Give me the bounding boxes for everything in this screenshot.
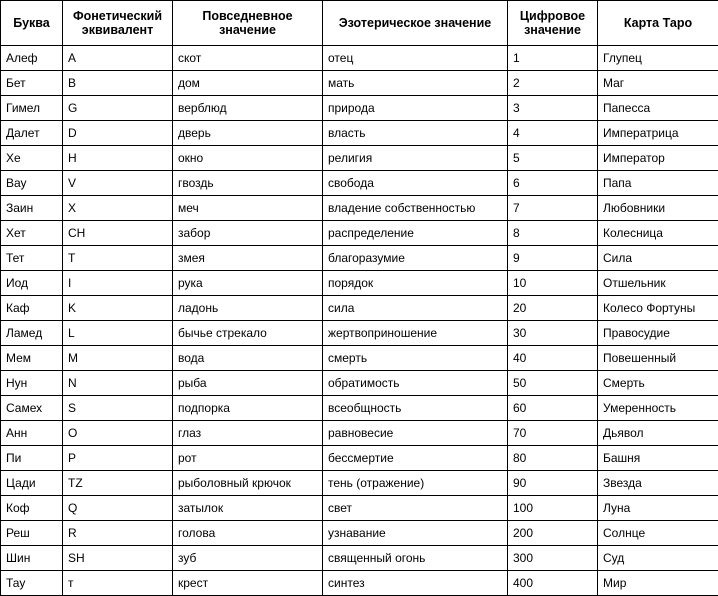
table-cell: Мем: [1, 346, 63, 371]
table-row: [1, 471, 718, 496]
table-cell: Алеф: [1, 46, 63, 71]
table-cell: 6: [508, 171, 598, 196]
table-cell: распределение: [323, 221, 508, 246]
table-cell: Глупец: [598, 46, 718, 71]
table-cell: Каф: [1, 296, 63, 321]
table-cell: затылок: [173, 496, 323, 521]
table-cell: порядок: [323, 271, 508, 296]
table-cell: бессмертие: [323, 446, 508, 471]
table-cell: H: [63, 146, 173, 171]
table-row: [1, 296, 718, 321]
column-header: Повседневное значение: [173, 1, 323, 46]
column-header: Эзотерическое значение: [323, 1, 508, 46]
table-cell: смерть: [323, 346, 508, 371]
table-cell: благоразумие: [323, 246, 508, 271]
table-cell: Гимел: [1, 96, 63, 121]
table-cell: Папа: [598, 171, 718, 196]
table-cell: 9: [508, 246, 598, 271]
table-cell: ладонь: [173, 296, 323, 321]
table-cell: меч: [173, 196, 323, 221]
table-cell: свобода: [323, 171, 508, 196]
table-cell: Любовники: [598, 196, 718, 221]
table-header-row: [1, 1, 718, 46]
table-cell: L: [63, 321, 173, 346]
table-cell: Нун: [1, 371, 63, 396]
table-cell: обратимость: [323, 371, 508, 396]
table-cell: рыболовный крючок: [173, 471, 323, 496]
table-cell: 200: [508, 521, 598, 546]
table-cell: Колесница: [598, 221, 718, 246]
table-cell: 400: [508, 571, 598, 596]
table-cell: T: [63, 246, 173, 271]
table-cell: Ламед: [1, 321, 63, 346]
table-cell: жертвоприношение: [323, 321, 508, 346]
table-cell: Тет: [1, 246, 63, 271]
table-header: [1, 1, 718, 46]
table-row: [1, 246, 718, 271]
table-cell: I: [63, 271, 173, 296]
table-cell: Далет: [1, 121, 63, 146]
table-cell: змея: [173, 246, 323, 271]
table-row: [1, 546, 718, 571]
table-cell: Звезда: [598, 471, 718, 496]
table-cell: дом: [173, 71, 323, 96]
table-cell: вода: [173, 346, 323, 371]
table-cell: 5: [508, 146, 598, 171]
column-header: Фонетический эквивалент: [63, 1, 173, 46]
table-row: [1, 371, 718, 396]
table-cell: Солнце: [598, 521, 718, 546]
table-cell: S: [63, 396, 173, 421]
table-cell: Маг: [598, 71, 718, 96]
table-row: [1, 121, 718, 146]
table-cell: 3: [508, 96, 598, 121]
table-row: [1, 321, 718, 346]
column-header: Цифровое значение: [508, 1, 598, 46]
table-cell: R: [63, 521, 173, 546]
table-row: [1, 446, 718, 471]
table-row: [1, 421, 718, 446]
table-row: [1, 171, 718, 196]
table-cell: Колесо Фортуны: [598, 296, 718, 321]
table-row: [1, 396, 718, 421]
table-cell: равновесие: [323, 421, 508, 446]
table-cell: G: [63, 96, 173, 121]
table-cell: P: [63, 446, 173, 471]
table-cell: K: [63, 296, 173, 321]
table-cell: тень (отражение): [323, 471, 508, 496]
table-row: [1, 346, 718, 371]
table-cell: 100: [508, 496, 598, 521]
table-cell: Самех: [1, 396, 63, 421]
table-cell: Император: [598, 146, 718, 171]
table-cell: Q: [63, 496, 173, 521]
table-cell: Коф: [1, 496, 63, 521]
table-cell: Отшельник: [598, 271, 718, 296]
table-cell: крест: [173, 571, 323, 596]
column-header: Карта Таро: [598, 1, 718, 46]
table-cell: верблюд: [173, 96, 323, 121]
table-row: [1, 96, 718, 121]
table-cell: Хе: [1, 146, 63, 171]
table-cell: CH: [63, 221, 173, 246]
table-cell: рыба: [173, 371, 323, 396]
table-cell: 30: [508, 321, 598, 346]
table-cell: B: [63, 71, 173, 96]
table-cell: V: [63, 171, 173, 196]
table-cell: скот: [173, 46, 323, 71]
table-cell: 70: [508, 421, 598, 446]
table-cell: синтез: [323, 571, 508, 596]
table-cell: Сила: [598, 246, 718, 271]
table-row: [1, 271, 718, 296]
table-cell: N: [63, 371, 173, 396]
table-cell: дверь: [173, 121, 323, 146]
table-cell: O: [63, 421, 173, 446]
table-cell: Мир: [598, 571, 718, 596]
table-row: [1, 46, 718, 71]
table-cell: Реш: [1, 521, 63, 546]
table-cell: Луна: [598, 496, 718, 521]
table-cell: 50: [508, 371, 598, 396]
table-cell: т: [63, 571, 173, 596]
table-cell: подпорка: [173, 396, 323, 421]
table-cell: власть: [323, 121, 508, 146]
table-cell: 80: [508, 446, 598, 471]
table-cell: Умеренность: [598, 396, 718, 421]
table-row: [1, 496, 718, 521]
table-cell: Хет: [1, 221, 63, 246]
table-cell: Императрица: [598, 121, 718, 146]
table-cell: зуб: [173, 546, 323, 571]
table-row: [1, 221, 718, 246]
table-cell: забор: [173, 221, 323, 246]
table-cell: Иод: [1, 271, 63, 296]
table-cell: отец: [323, 46, 508, 71]
table-cell: 10: [508, 271, 598, 296]
table-cell: всеобщность: [323, 396, 508, 421]
table-cell: Шин: [1, 546, 63, 571]
table-cell: Заин: [1, 196, 63, 221]
table-cell: Пи: [1, 446, 63, 471]
table-cell: сила: [323, 296, 508, 321]
column-header: Буква: [1, 1, 63, 46]
table-cell: Смерть: [598, 371, 718, 396]
table-cell: M: [63, 346, 173, 371]
table-cell: Повешенный: [598, 346, 718, 371]
table-cell: Дьявол: [598, 421, 718, 446]
table-cell: узнавание: [323, 521, 508, 546]
table-cell: 1: [508, 46, 598, 71]
table-cell: Тау: [1, 571, 63, 596]
table-cell: 60: [508, 396, 598, 421]
table-row: [1, 71, 718, 96]
table-cell: X: [63, 196, 173, 221]
table-cell: TZ: [63, 471, 173, 496]
table-cell: 8: [508, 221, 598, 246]
table-cell: D: [63, 121, 173, 146]
table-cell: бычье стрекало: [173, 321, 323, 346]
table-cell: 2: [508, 71, 598, 96]
table-cell: A: [63, 46, 173, 71]
table-cell: 40: [508, 346, 598, 371]
table-row: [1, 196, 718, 221]
table-cell: глаз: [173, 421, 323, 446]
table-row: [1, 146, 718, 171]
table-cell: Анн: [1, 421, 63, 446]
table-cell: Папесса: [598, 96, 718, 121]
table-cell: 7: [508, 196, 598, 221]
table-cell: свет: [323, 496, 508, 521]
table-body: [1, 46, 718, 596]
table-cell: Бет: [1, 71, 63, 96]
table-row: [1, 571, 718, 596]
table-cell: священный огонь: [323, 546, 508, 571]
table-cell: рука: [173, 271, 323, 296]
table-cell: 90: [508, 471, 598, 496]
table-cell: природа: [323, 96, 508, 121]
table-cell: голова: [173, 521, 323, 546]
table-cell: Суд: [598, 546, 718, 571]
table-cell: Башня: [598, 446, 718, 471]
table-cell: гвоздь: [173, 171, 323, 196]
table-row: [1, 521, 718, 546]
table-cell: религия: [323, 146, 508, 171]
table-cell: Вау: [1, 171, 63, 196]
table-cell: 4: [508, 121, 598, 146]
table-cell: окно: [173, 146, 323, 171]
table-cell: 300: [508, 546, 598, 571]
table-cell: 20: [508, 296, 598, 321]
table-cell: Цади: [1, 471, 63, 496]
table-cell: SH: [63, 546, 173, 571]
table-cell: рот: [173, 446, 323, 471]
table-cell: владение собственностью: [323, 196, 508, 221]
table-cell: Правосудие: [598, 321, 718, 346]
table-cell: мать: [323, 71, 508, 96]
